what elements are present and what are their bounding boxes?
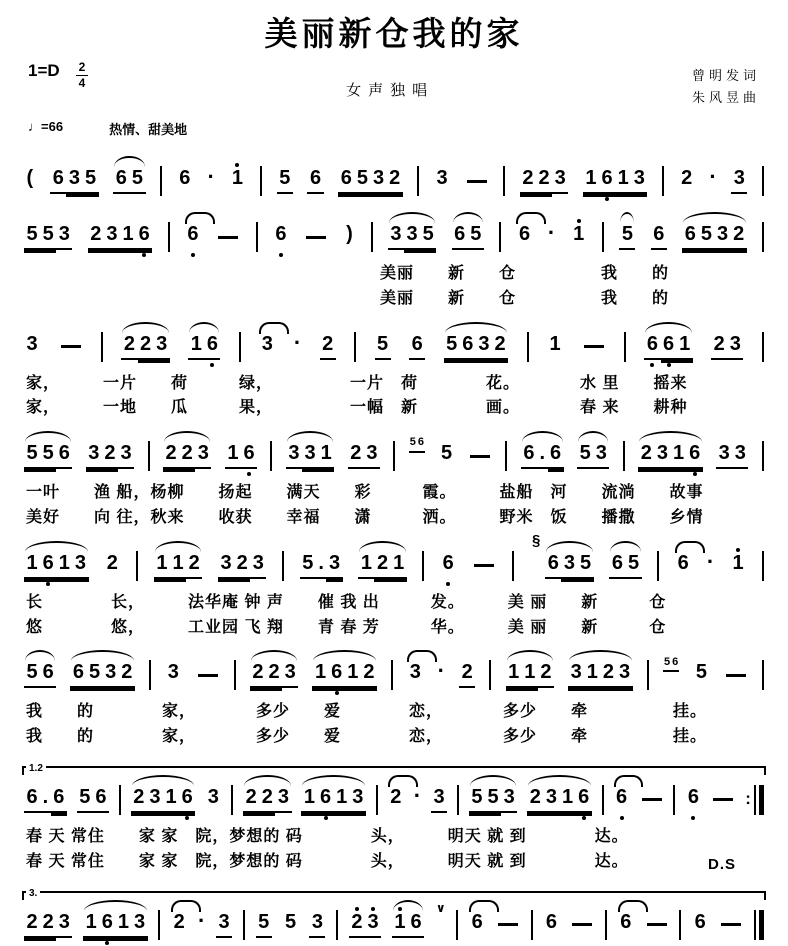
note-group: 2 [388,787,404,813]
lyrics-block-d [8,591,780,641]
note-group: 3 [436,167,448,189]
note-group: 2 [171,912,187,938]
note-group: 2 2 3 [163,443,211,469]
tempo-row [8,113,780,146]
note-group: 1 6 [188,334,220,360]
note-group: 2 3 [349,912,381,938]
grace-notes: 5 6 [409,437,425,453]
song-title: 美丽新仓我的家 [264,15,524,52]
note-group: 5 [284,910,297,933]
note-group: 6 [694,910,706,933]
note-group: 3 [731,168,747,194]
note-group: 2 3 [711,334,743,360]
note-group: 6 [409,334,425,360]
sustain-dash [61,345,81,348]
lyrics-verse1: 美丽 新 仓 我 的 [380,265,670,282]
note-group: 1 1 2 [154,553,202,579]
note-group: 6 [440,553,456,579]
lyrics-verse2: 我 的 家， 多少 爱 恋， 多少 牵 挂。 [26,728,708,746]
note-group: 6 [618,912,634,938]
meter-numerator: 2 [76,61,89,76]
note-group: 6 5 [113,168,145,194]
note-group: 2 [106,551,118,574]
barline [282,551,284,581]
note-group: ( [26,167,34,189]
barline [149,660,151,690]
notation-line-3 [8,326,780,368]
barline [393,441,395,471]
volta-label: 1.2 [26,764,46,774]
note-group: 6 5 [609,553,641,579]
barline [234,660,236,690]
note-group: 3 [26,332,38,355]
note-group: 3 [216,912,232,938]
barline [679,910,681,940]
note-group: 3 3 5 [388,224,436,250]
note-group: 6 [179,167,191,189]
note-group: 1 6 1 2 [312,662,377,688]
note-group: 1 6 [225,443,257,469]
barline [136,551,138,581]
key-signature [28,61,88,90]
augmentation-dot: · [293,329,302,355]
note-group: 3 3 [716,443,748,469]
lyricist-credit: 曾明发词 [691,68,760,83]
note-group: 3 1 2 3 [568,662,633,688]
volta-bracket-first-second [22,762,766,775]
note-group: 6 . 6 [521,443,564,469]
notation-line-1 [8,160,780,202]
barline [503,166,505,196]
time-signature [76,61,89,90]
note-group: 1 [229,168,245,194]
note-group: 2 2 3 [250,662,298,688]
note-group: 6 [469,912,485,938]
volta-label: 3. [26,889,40,899]
final-barline [754,910,764,940]
note-group: 1 6 1 3 [301,787,366,813]
barline [527,332,529,362]
barline [391,660,393,690]
barline [605,910,607,940]
note-group: 6 [675,553,691,579]
barline [512,551,514,581]
note-group: 3 2 3 [86,443,134,469]
sustain-dash [713,798,733,801]
note-group: 1 1 2 [506,662,554,688]
note-group: 6 [185,224,201,250]
note-group: 6 [273,224,289,250]
note-group: 2 3 1 6 [638,443,703,469]
note-group: 5 [375,334,391,360]
lyrics-block-a [8,262,780,312]
sustain-dash [474,564,494,567]
notation-line-7 [8,779,780,821]
augmentation-dot: · [197,907,206,933]
sustain-dash [498,923,518,926]
note-group: 5 5 6 [24,443,72,469]
barline [602,785,604,815]
credits [692,65,760,109]
barline [456,910,458,940]
barline [457,785,459,815]
note-group: 6 3 5 [50,168,98,194]
barline [762,660,764,690]
augmentation-dot: · [706,548,715,574]
note-group: 6 5 3 2 [338,168,403,194]
volta-bracket-third [22,887,766,900]
note-group: 1 2 1 [358,553,406,579]
lyrics-verse1: 春 天 常住 家 家 院，梦想的 码 头， 明天 就 到 达。 [26,827,629,845]
lyrics-block-e [8,700,780,750]
note-group: 2 2 3 [243,787,291,813]
note-group: 5 [619,224,635,250]
lyrics-block-c [8,481,780,531]
note-group: 5 [277,168,293,194]
note-group: 1 6 1 3 [24,553,89,579]
lyrics-verse1: 一叶 渔 船，杨柳 扬起 满天 彩 霞。 盐船 河 流淌 故事 [26,484,704,502]
barline [762,166,764,196]
barline [505,441,507,471]
grace-notes: 5 6 [663,657,679,673]
barline [602,222,604,252]
note-group: 5 6 [77,787,109,813]
notation-line-2 [8,216,780,258]
note-group: 1 6 1 3 [83,912,148,938]
barline [158,910,160,940]
note-group: 5 3 [577,443,609,469]
tempo-marking: ♩=66 [28,119,64,134]
barline [499,222,501,252]
note-group: 2 3 [348,443,380,469]
augmentation-dot: · [547,220,556,245]
barline [256,222,258,252]
lyrics-verse1: 长 长， 法华庵 钟 声 催 我 出 发。 美 丽 新 仓 [26,593,667,611]
note-group: 6 [545,910,558,933]
note-group: 5 6 3 2 [444,334,509,360]
sustain-dash [467,180,487,183]
note-group: 3 [207,785,219,808]
barline [160,166,162,196]
sustain-dash [218,236,238,239]
performance-type: 女声独唱 [346,82,435,99]
barline [260,166,262,196]
augmentation-dot: · [709,164,717,189]
sustain-dash [726,674,746,677]
lyrics-verse2: 悠 悠， 工业园 飞 翔 青 春 芳 华。 美 丽 新 仓 [26,618,667,636]
note-group: 6 . 6 [24,787,67,813]
note-group: 3 [407,662,423,688]
note-group: 1 [571,224,587,250]
note-group: 3 [259,334,275,360]
note-group: 6 [651,224,667,250]
lyrics-verse2: 春 天 常住 家 家 院，梦想的 码 头， 明天 就 到 达。 [26,852,629,870]
barline [371,222,373,252]
barline [762,222,764,252]
note-group: 6 [307,168,323,194]
note-group: 1 [730,553,746,579]
sustain-dash [647,923,667,926]
note-group: 6 [685,787,701,813]
barline [762,441,764,471]
sustain-dash [470,455,490,458]
sustain-dash [642,798,662,801]
augmentation-dot: · [413,782,422,808]
barline [662,166,664,196]
barline [762,551,764,581]
note-group: 5 [695,661,707,684]
lyrics-block-f [8,825,780,875]
note-group: 2 2 3 [520,168,568,194]
note-group: 5 [440,442,453,465]
barline [657,551,659,581]
barline [243,910,245,940]
barline [376,785,378,815]
lyrics-verse2: 家， 一地 瓜 果， 一幅 新 画。 春 来 耕种 [26,399,688,417]
barline [673,785,675,815]
dal-segno-marking: D.S [707,855,736,873]
meter-denominator: 4 [78,76,86,91]
note-group: 3 2 3 [218,553,266,579]
note-group: 1 [549,332,561,355]
note-group: 5 5 3 [24,224,72,250]
note-group: 1 6 1 3 [583,168,648,194]
note-group: 5 . 3 [300,553,343,579]
note-group: 6 5 3 2 [682,224,747,250]
note-group: 6 [614,787,630,813]
lyrics-verse2: 美好 向 往，秋来 收获 幸福 潇 洒。 野米 饭 播撒 乡情 [26,508,704,526]
note-group: 2 2 3 [24,912,72,938]
note-group: 6 5 [452,224,484,250]
note-group: 3 3 1 [286,443,334,469]
note-group: 6 6 1 [644,334,692,360]
sustain-dash [198,674,218,677]
sustain-dash [572,923,592,926]
lyrics-verse1: 家， 一片 荷 绿， 一片 荷 花。 水 里 摇来 [26,374,688,392]
barline [623,441,625,471]
barline [422,551,424,581]
barline [119,785,121,815]
notation-line-6 [8,654,780,696]
barline [762,332,764,362]
note-group: 6 3 5 [545,553,593,579]
barline [624,332,626,362]
note-group: 6 5 3 2 [70,662,135,688]
expression-marking: 热情、甜美地 [109,122,188,137]
notation-line-4 [8,435,780,477]
repeat-barline: : [745,785,764,815]
note-group: 3 [431,787,447,813]
note-group: 5 5 3 [469,787,517,813]
barline [270,441,272,471]
barline [531,910,533,940]
barline [417,166,419,196]
lyrics-verse2: 美丽 新 仓 我 的 [380,289,670,307]
note-group: 2 [320,334,336,360]
note-group: 2 [459,662,475,688]
note-group: 3 [167,661,179,684]
barline [239,332,241,362]
notation-line-5: 1 6 1 3 2 1 1 2 3 2 3 5 . 3 1 2 1 6 § 6 3 5 6 5 6 · 1 [8,545,780,587]
lyrics-verse1: 我 的 家， 多少 爱 恋， 多少 牵 挂。 [26,703,708,721]
barline [168,222,170,252]
note-group: 3 [309,912,325,938]
sustain-dash [584,345,604,348]
note-group: 5 [256,912,272,938]
composer-credit: 朱风昱曲 [691,90,760,106]
barline [231,785,233,815]
barline [148,441,150,471]
barline [101,332,103,362]
sustain-dash [721,923,741,926]
barline [489,660,491,690]
note-group: 2 3 1 6 [131,787,196,813]
meta-row [8,57,780,113]
note-group: 1 6 [392,912,424,938]
note-group: 5 6 [24,662,56,688]
note-group: 2 [681,167,693,189]
augmentation-dot: · [437,658,445,684]
lyrics-block-b [8,372,780,422]
note-group: 2 3 1 6 [527,787,592,813]
note-group: 2 3 1 6 [88,224,153,250]
augmentation-dot: · [207,164,215,189]
note-group: ) [346,223,353,245]
barline [647,660,649,690]
barline [354,332,356,362]
note-group: 6 [516,224,532,250]
note-group: 2 2 3 [121,334,169,360]
sustain-dash [306,236,326,239]
breath-mark: ∨ [435,901,446,916]
barline [336,910,338,940]
key-label: 1=D [28,61,60,80]
notation-line-8 [8,901,780,946]
